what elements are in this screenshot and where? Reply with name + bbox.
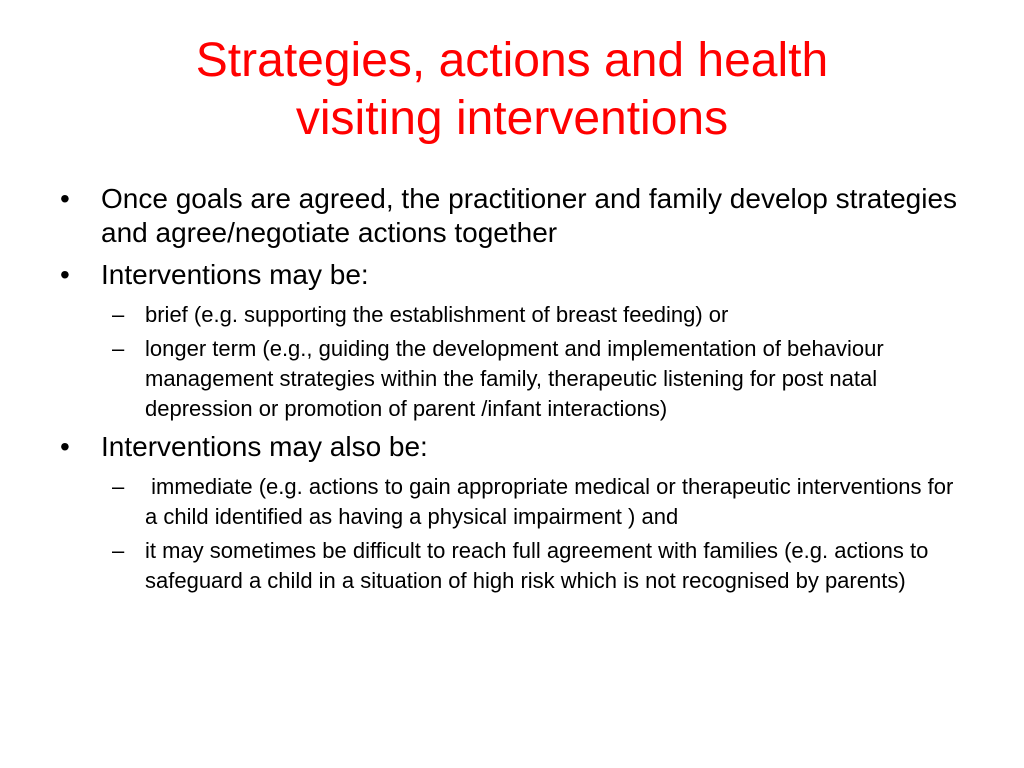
bullet-2-group: [60, 258, 960, 424]
slide-title-line-1: Strategies, actions and health: [195, 34, 829, 87]
bullet-marker: •: [60, 431, 70, 462]
bullet-2-text: Interventions may be:: [101, 259, 369, 290]
dash-marker: –: [112, 336, 125, 361]
sub-bullet-3-2: [112, 536, 960, 596]
slide-title: [60, 32, 964, 148]
sub-bullet-2-2-text: longer term (e.g., guiding the development and implementation of behaviour management strategies within the family, therapeutic listening for post natal depression or promotion of parent /infant interactions): [145, 336, 884, 421]
bullet-marker: •: [60, 183, 70, 214]
sub-bullet-3-2-text: it may sometimes be difficult to reach full agreement with families (e.g. actions to safeguard a child in a situation of high risk which is not recognised by parents): [145, 538, 929, 593]
bullet-1-text: Once goals are agreed, the practitioner and family develop strategies and agree/negotiate actions together: [101, 183, 958, 248]
bullet-3: [60, 430, 960, 464]
sub-bullet-3-1-text: immediate (e.g. actions to gain appropriate medical or therapeutic interventions for a child identified as having a physical impairment ) and: [145, 474, 960, 529]
dash-marker: –: [112, 538, 125, 563]
dash-marker: –: [112, 474, 125, 499]
sub-bullet-2-1-text: brief (e.g. supporting the establishment of breast feeding) or: [145, 302, 729, 327]
bullet-3-text: Interventions may also be:: [101, 431, 428, 462]
slide-body: [60, 182, 960, 602]
bullet-3-group: [60, 430, 960, 596]
slide-title-line-2: visiting interventions: [295, 92, 729, 145]
sub-bullet-2-1: [112, 300, 960, 330]
sub-bullet-3-1: [112, 472, 960, 532]
sub-bullet-2-2: [112, 334, 960, 424]
bullet-1: [60, 182, 960, 250]
bullet-marker: •: [60, 259, 70, 290]
dash-marker: –: [112, 302, 125, 327]
bullet-2: [60, 258, 960, 292]
